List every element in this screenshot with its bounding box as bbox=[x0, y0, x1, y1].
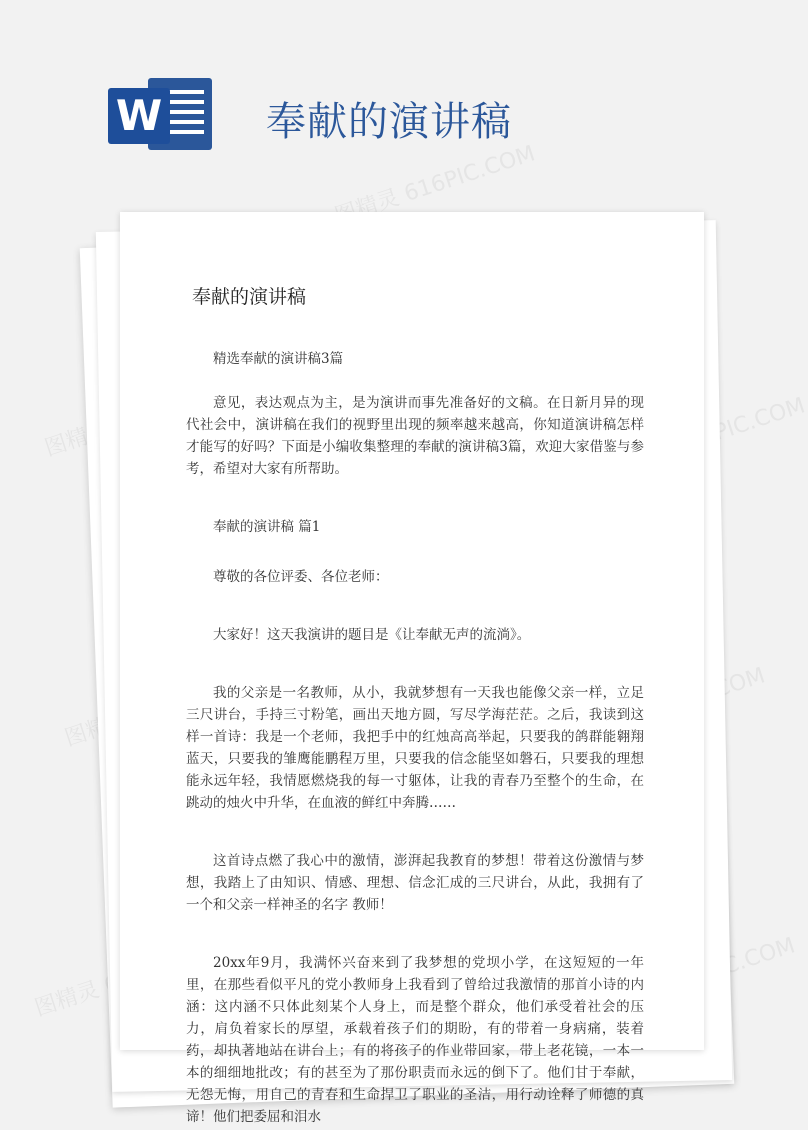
word-logo-letter: W bbox=[108, 88, 170, 144]
paragraph-body-1: 我的父亲是一名教师，从小，我就梦想有一天我也能像父亲一样，立足三尺讲台，手持三寸粉笔，画出天地方圆，写尽学海茫茫。之后，我读到这样一首诗：我是一个老师，我把手中的红烛高高举起，只要我的鸽群能翱翔蓝天，只要我的雏鹰能鹏程万里，只要我的信念能坚如磐石，只要我的理想能永远年轻，我情愿燃烧我的每一寸躯体，让我的青春乃至整个的生命，在跳动的烛火中升华，在血液的鲜红中奔腾…… bbox=[186, 685, 644, 811]
word-logo-icon bbox=[108, 78, 212, 150]
document-page bbox=[120, 212, 704, 1125]
document-heading: 奉献的演讲稿 bbox=[266, 99, 512, 145]
paragraph-subtitle: 精选奉献的演讲稿3篇 bbox=[213, 351, 344, 367]
paragraph-greeting: 大家好！这天我演讲的题目是《让奉献无声的流淌》。 bbox=[213, 627, 531, 643]
paragraph-section-heading: 奉献的演讲稿 篇1 bbox=[213, 519, 321, 535]
page-content bbox=[186, 348, 644, 1128]
page-title: 奉献的演讲稿 bbox=[192, 286, 307, 308]
paragraph-body-2: 这首诗点燃了我心中的激情，澎湃起我教育的梦想！带着这份激情与梦想，我踏上了由知识、情感、理想、信念汇成的三尺讲台，从此，我拥有了一个和父亲一样神圣的名字 教师！ bbox=[186, 853, 644, 913]
paragraph-salutation: 尊敬的各位评委、各位老师： bbox=[213, 569, 389, 585]
paragraph-body-3: 20xx年9月，我满怀兴奋来到了我梦想的党坝小学，在这短短的一年里，在那些看似平凡的党小教师身上我看到了曾给过我激情的那首小诗的内涵：这内涵不只体此刻某个人身上，而是整个群众，他们承受着社会的压力，肩负着家长的厚望，承载着孩子们的期盼，有的带着一身病痛，装着药，却执著地站在讲台上；有的将孩子的作业带回家，带上老花镜，一本一本的细细地批改；有的甚至为了那份职责而永远的倒下了。他们甘于奉献，无怨无悔，用自己的青春和生命捍卫了职业的圣洁，用行动诠释了师德的真谛！他们把委屈和泪水 bbox=[186, 955, 644, 1125]
paragraph-intro: 意见，表达观点为主，是为演讲而事先准备好的文稿。在日新月异的现代社会中，演讲稿在我们的视野里出现的频率越来越高，你知道演讲稿怎样才能写的好吗？下面是小编收集整理的奉献的演讲稿3篇，欢迎大家借鉴与参考，希望对大家有所帮助。 bbox=[186, 395, 644, 477]
